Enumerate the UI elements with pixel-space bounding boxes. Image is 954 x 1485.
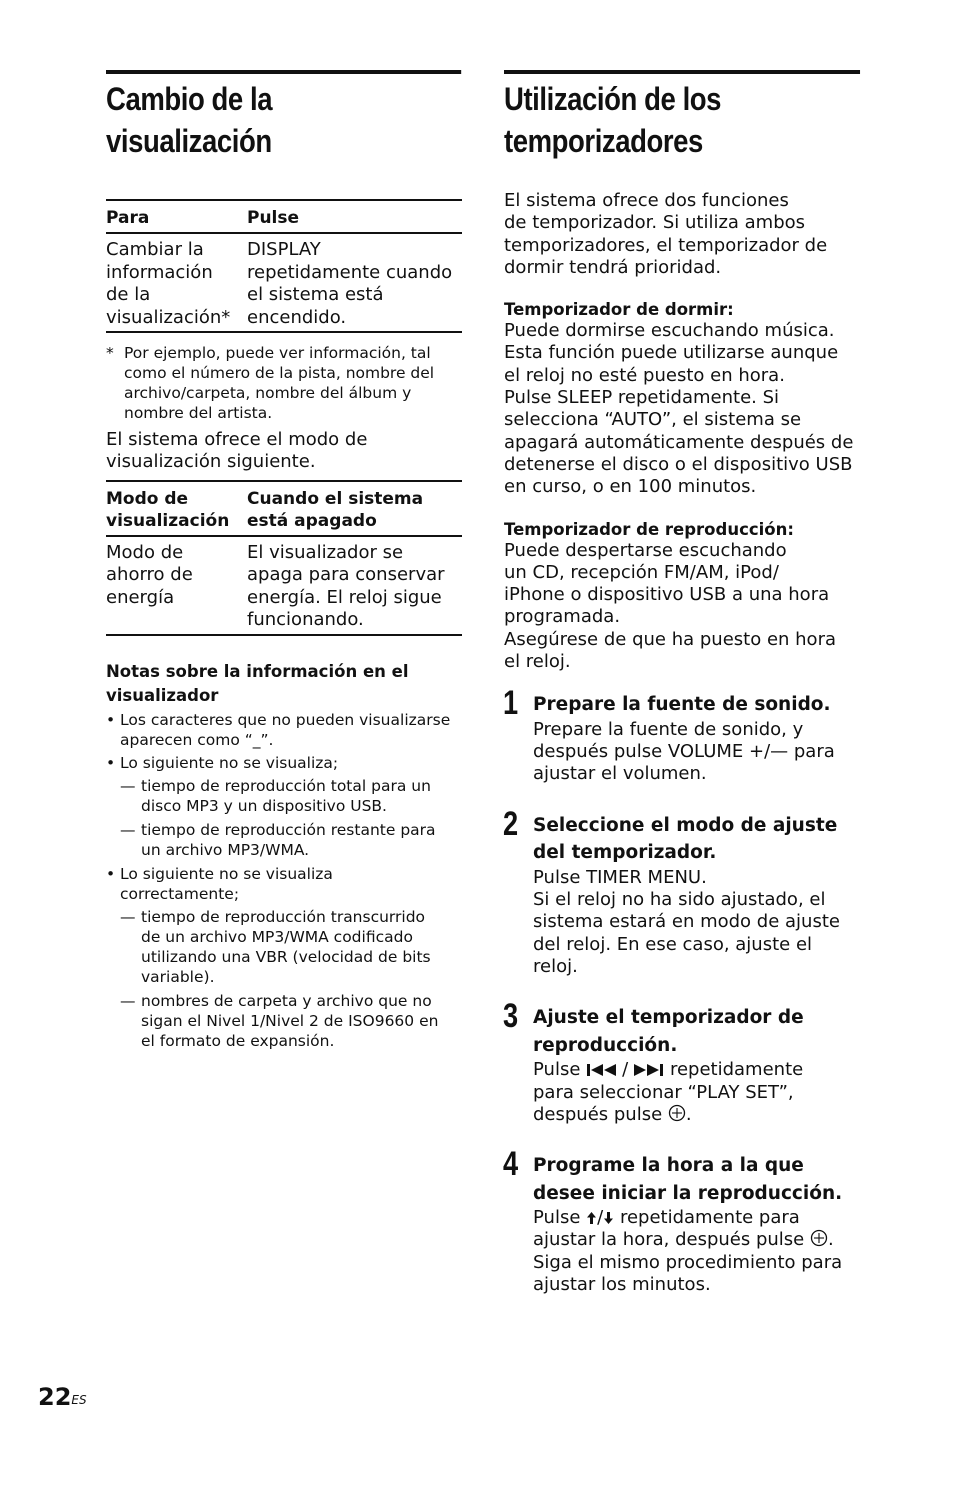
table-header: Cuando el sistema está apagado [247,488,424,531]
table-header: Pulse [247,208,300,228]
table-header-row [106,200,462,233]
section-title-display: Cambio de la visualización [106,70,461,162]
step-1 [503,684,861,785]
step-title: Seleccione el modo de ajuste del temporizador. [533,814,838,864]
table-cell: Cambiar la información de la visualización* [106,239,231,328]
step-2 [503,804,861,978]
step-body: Pulse TIMER MENU. Si el reloj no ha sido ajustado, el sistema estará en modo de ajuste del reloj. En ese caso, ajuste el reloj. [533,866,840,977]
sub-list [120,907,462,1051]
table-header: Para [106,208,150,228]
enter-button-icon [810,1229,828,1250]
sleep-timer-text: Puede dormirse escuchando música. Esta función puede utilizarse aunque el reloj no esté puesto en hora. Pulse SLEEP repetidamente. Si selecciona “AUTO”, el sistema se apagará automáticamente después de detenerse el disco o el dispositivo USB en curso, o en 100 minutos. [504,320,854,498]
enter-button-icon [668,1104,686,1125]
step-4 [503,1145,861,1296]
step-title: Ajuste el temporizador de reproducción. [533,1007,804,1056]
dash-icon: — [120,991,136,1010]
bullet-icon: • [106,710,116,729]
table-header: Modo de visualización [106,488,230,531]
list-item: • Lo siguiente no se visualiza correctamente; — tiempo de reproducción transcurrido de un archivo MP3/WMA codificado utilizando una VBR (velocidad de bits variable). — nombres de carpeta y archivo que no sigan el Nivel 1/Nivel 2 de ISO9660 en el formato de expansión. [106,864,462,1051]
step-number: 3 [503,997,519,1036]
table-cell: Modo de ahorro de energía [106,541,193,608]
timers-intro: El sistema ofrece dos funciones de temporizador. Si utiliza ambos temporizadores, el temporizador de dormir tendrá prioridad. [504,190,828,278]
step-body: Pulse / repetidamente para seleccionar “PLAY SET”, después pulse . [533,1059,804,1125]
list-item: • Lo siguiente no se visualiza; — tiempo de reproducción total para un disco MP3 y un dispositivo USB. — tiempo de reproducción restante para un archivo MP3/WMA. [106,753,462,860]
list-item: — nombres de carpeta y archivo que no sigan el Nivel 1/Nivel 2 de ISO9660 en el formato de expansión. [120,991,439,1050]
language-suffix: ES [71,1393,87,1407]
table-cell: DISPLAY repetidamente cuando el sistema está encendido. [247,239,453,328]
step-title: Prepare la fuente de sonido. [533,694,831,716]
left-column [106,70,462,1055]
step-body: Prepare la fuente de sonido, y después pulse VOLUME +/— para ajustar el volumen. [533,718,835,785]
list-item: • Los caracteres que no pueden visualizarse aparecen como “_”. [106,710,451,749]
bullet-icon: • [106,753,116,772]
step-body: Pulse / repetidamente para ajustar la hora, después pulse . Siga el mismo procedimiento para ajustar los minutos. [533,1207,843,1295]
right-column [504,70,861,1296]
up-arrow-icon [586,1207,597,1228]
step-number: 2 [503,804,519,843]
table-row [106,536,462,635]
display-mode-intro: El sistema ofrece el modo de visualización siguiente. [106,429,368,473]
next-track-icon [628,1059,664,1080]
dash-icon: — [120,907,136,926]
play-timer-text: Puede despertarse escuchando un CD, recepción FM/AM, iPod/ iPhone o dispositivo USB a una hora programada. Asegúrese de que ha puesto en hora el reloj. [504,539,836,673]
prev-track-icon [586,1059,622,1080]
notes-list [106,710,462,1051]
notes-title: Notas sobre la información en el visualizador [106,661,409,705]
table-header-row [106,481,462,536]
play-timer-title: Temporizador de reproducción: [504,519,794,539]
section-title-timers: Utilización de los temporizadores [504,70,860,162]
bullet-icon: • [106,864,116,883]
footnote: * Por ejemplo, puede ver información, tal como el número de la pista, nombre del archivo/carpeta, nombre del álbum y nombre del artista. [106,344,435,422]
table-cell: El visualizador se apaga para conservar energía. El reloj sigue funcionando. [247,541,445,631]
step-number: 4 [503,1145,519,1184]
table-row [106,233,462,332]
display-mode-table [106,480,462,636]
dash-icon: — [120,820,136,839]
list-item: — tiempo de reproducción transcurrido de un archivo MP3/WMA codificado utilizando una VBR (velocidad de bits variable). [120,907,431,986]
step-title: Programe la hora a la que desee iniciar la reproducción. [533,1155,843,1204]
page-number: $22^{ES}$ [38,1383,87,1411]
dash-icon: — [120,776,136,795]
list-item: — tiempo de reproducción total para un disco MP3 y un dispositivo USB. [120,776,431,815]
sleep-timer-title: Temporizador de dormir: [504,300,734,320]
sub-list [120,776,462,860]
display-table [106,199,462,333]
down-arrow-icon [603,1207,614,1228]
list-item: — tiempo de reproducción restante para un archivo MP3/WMA. [120,820,436,859]
step-number: 1 [503,684,519,723]
step-3 [503,997,861,1126]
